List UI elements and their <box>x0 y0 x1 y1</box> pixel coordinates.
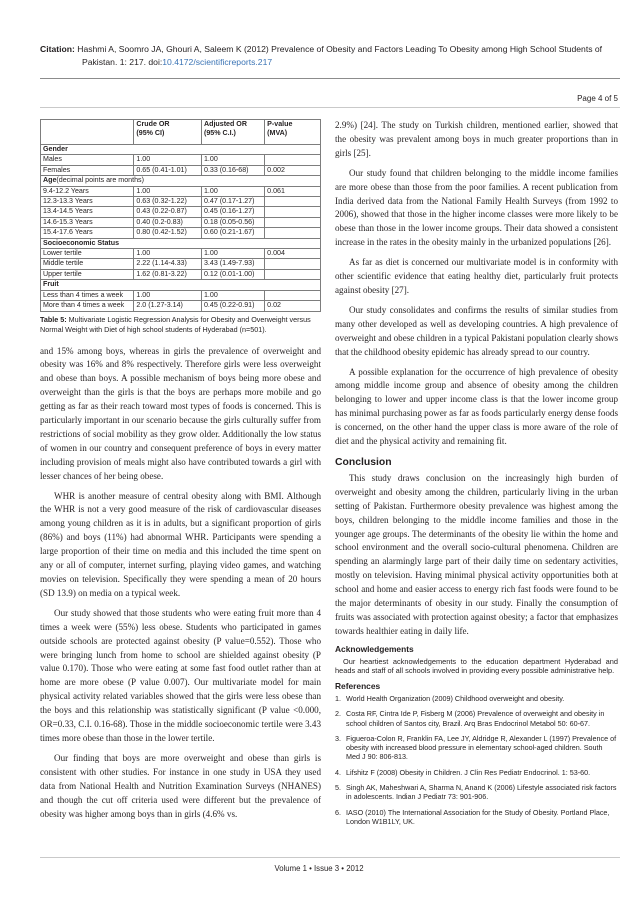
reference-text: IASO (2010) The International Association for the Study of Obesity. Portland Place, London W1B1LY, UK. <box>346 807 610 826</box>
table-section-row <box>41 145 321 155</box>
table-header-cell: Adjusted OR (95% C.I.) <box>201 120 264 145</box>
page-number: Page 4 of 5 <box>577 94 618 103</box>
reference-item <box>335 709 618 728</box>
reference-number: 6. <box>335 807 341 817</box>
table-cell: Middle tertile <box>41 259 134 269</box>
table-cell: 1.00 <box>201 249 264 259</box>
table-cell: 0.80 (0.42-1.52) <box>134 228 202 238</box>
table-cell <box>265 228 321 238</box>
reference-number: 2. <box>335 709 341 719</box>
table-header-row <box>41 120 321 145</box>
table-section-label <box>41 280 321 290</box>
table-caption-label: Table 5: <box>40 314 67 324</box>
section-title: Age <box>43 176 57 185</box>
table-section-label <box>41 145 321 155</box>
reference-item <box>335 694 618 703</box>
table-cell: 0.45 (0.22-0.91) <box>201 301 264 311</box>
table-cell <box>265 207 321 217</box>
table-row <box>41 217 321 227</box>
body-paragraph: Our study showed that those students who were eating fruit more than 4 times a week were (55%) less obese. Students who participated in games outside schools are protected against obesity (P value=0.552). Those who were bringing lunch from home to school are shielded against obesity (P value 0.170). Those who were eating at some fast food outlet rather than at home are more obese (P value 0.007). Our multivariate model for main physical activity related variables showed that the girls were less obese than the boys and this relationship was statistically significant (P value <0.000, OR=0.33, C.I. 0.16-68). Those in the middle socioeconomic tertile were 3.43 times more obese than those in the lower tertile. <box>40 607 321 743</box>
reference-number: 4. <box>335 767 341 777</box>
reference-text: World Health Organization (2009) Childhood overweight and obesity. <box>346 694 565 703</box>
table-cell: 0.002 <box>265 165 321 175</box>
header-divider <box>40 78 620 79</box>
footer: Volume 1 • Issue 3 • 2012 <box>274 864 364 873</box>
table-section-label <box>41 238 321 248</box>
section-title: Socioeconomic Status <box>43 238 120 247</box>
reference-item <box>335 734 618 762</box>
table-cell: 1.00 <box>134 186 202 196</box>
table-cell: 14.6-15.3 Years <box>41 217 134 227</box>
page-divider <box>40 107 620 108</box>
reference-text: Costa RF, Cintra Ide P, Fisberg M (2006) Prevalence of overweight and obesity in school children of Santos city, Brazil. Arq Bras Endocrinol Metabol 50: 60-67. <box>346 709 605 728</box>
reference-text: Lifshitz F (2008) Obesity in Children. J Clin Res Pediatr Endocrinol. 1: 53-60. <box>346 767 591 777</box>
table-cell: 13.4-14.5 Years <box>41 207 134 217</box>
table-cell: 0.47 (0.17-1.27) <box>201 197 264 207</box>
table-cell: 0.004 <box>265 249 321 259</box>
references-list <box>335 694 618 826</box>
citation-line2: Pakistan. 1: 217. doi: <box>82 57 163 67</box>
table-cell: 1.62 (0.81-3.22) <box>134 269 202 279</box>
table-cell: 0.60 (0.21-1.67) <box>201 228 264 238</box>
conclusion-heading: Conclusion <box>335 456 392 468</box>
references-heading: References <box>335 681 381 691</box>
section-title: Gender <box>43 145 68 153</box>
table-section-label <box>41 176 321 186</box>
conclusion-text: This study draws conclusion on the increasingly high burden of overweight and obesity among the children, particularly living in the urban setting of Pakistan. Furthermore obesity prevalence was highest among the boys, children belonging to the middle income families and those in the younger age groups. The determinants of the obesity lie within the home and school environment and the overall socio-cultural phenomena. Children are spending an alarmingly large part of their daily time on sedentary activities, mostly on television. Having minimal physical activity opportunities both at school and home and easier access to energy rich fast foods were found to be the major determinants of obesity in our study. Finally the consumption of fruits was associated with protection against obesity; a factor that emphasizes towards healthier eating in daily life. <box>335 472 618 636</box>
table-header-cell: P-value (MVA) <box>265 120 321 145</box>
table-cell <box>265 259 321 269</box>
table-cell: 2.22 (1.14-4.33) <box>134 259 202 269</box>
citation-text: Hashmi A, Soomro JA, Ghouri A, Saleem K (2012) Prevalence of Obesity and Factors Leading To Obesity among High School Students of <box>77 44 603 54</box>
table-cell: 0.65 (0.41-1.01) <box>134 165 202 175</box>
table-cell: 1.00 <box>201 186 264 196</box>
body-paragraph: and 15% among boys, whereas in girls the prevalence of overweight and obesity was 16% and 8% respectively. Therefore girls were less overweight and obese than boys. A possible mechanism of boys being more obese and overweight than the girls is that the boys are perhaps more mobile and go getting as far as their reach toward most types of foods is concerned. This is particularly important in our scenario because the girls culturally suffer from restrictions of social mobility as they grow older. Additionally the low status of women in our country and consequent preference of boys in every matter including provision of meals might also have contributed towards a girl with lesser chances of her being obese. <box>40 345 321 481</box>
body-paragraph: Our finding that boys are more overweight and obese than girls is consistent with other studies. For instance in one study in USA they used data from National Health and Nutrition Examination Surveys (NHANES) and though the cut off criteria used were different but the prevalence of obesity was higher among boys than in girls (4.6% vs. <box>40 752 321 819</box>
table-row <box>41 290 321 300</box>
reference-item <box>335 768 618 777</box>
acknowledgements-text: Our heartiest acknowledgements to the education department Hyderabad and heads and staff of all schools involved in providing every possible administrative help. <box>335 656 618 676</box>
section-note: (decimal points are months) <box>56 176 144 185</box>
citation <box>40 43 620 69</box>
table-row <box>41 269 321 279</box>
table-cell <box>265 155 321 165</box>
table-cell: 1.00 <box>201 155 264 165</box>
table-header-cell: Crude OR (95% CI) <box>134 120 202 145</box>
table-cell: 3.43 (1.49-7.93) <box>201 259 264 269</box>
table-section-row <box>41 238 321 248</box>
table-cell: 0.18 (0.05-0.56) <box>201 217 264 227</box>
table-cell: 0.40 (0.2-0.83) <box>134 217 202 227</box>
table-cell: Females <box>41 165 134 175</box>
table-section-row <box>41 176 321 186</box>
table-cell: Upper tertile <box>41 269 134 279</box>
table-cell: 12.3-13.3 Years <box>41 197 134 207</box>
table-row <box>41 249 321 259</box>
reference-number: 5. <box>335 783 341 793</box>
table-row <box>41 259 321 269</box>
left-column <box>40 119 321 821</box>
table-row <box>41 197 321 207</box>
table-caption-text: Multivariate Logistic Regression Analysis for Obesity and Overweight versus Normal Weight with Diet of high school students of Hyderabad (n=501). <box>40 314 311 334</box>
table-row <box>41 186 321 196</box>
body-paragraph: Our study consolidates and confirms the results of similar studies from many other developed as well as developing countries. A high prevalence of overweight and obese children in a typical Pakistani population clearly shows that the childhood obesity epidemic has already spread to our country. <box>335 304 618 357</box>
table-cell: 9.4-12.2 Years <box>41 186 134 196</box>
table-cell: 0.33 (0.16-68) <box>201 165 264 175</box>
body-paragraph: Our study found that children belonging to the middle income families are more obese than those from the poor families. A recent publication from India derived data from the National Family Health Surveys (from 1992 to 2006), showed that those in the higher income classes were more likely to be obese than those in the lower income groups. Their data showed a consistent increase in the rates in the obesity mainly in the urbanized populations [26]. <box>335 167 618 248</box>
table-cell: 1.00 <box>201 290 264 300</box>
table-caption <box>40 315 321 335</box>
body-paragraph: 2.9%) [24]. The study on Turkish children, mentioned earlier, showed that the obesity was prevalent among boys in much greater proportions than in girls [25]. <box>335 120 618 158</box>
table-cell: Lower tertile <box>41 249 134 259</box>
table-row <box>41 155 321 165</box>
table-cell: 0.45 (0.16-1.27) <box>201 207 264 217</box>
table-section-row <box>41 280 321 290</box>
table-cell: 15.4-17.6 Years <box>41 228 134 238</box>
reference-number: 3. <box>335 733 341 743</box>
table-cell: 1.00 <box>134 290 202 300</box>
reference-item <box>335 783 618 802</box>
reference-text: Singh AK, Maheshwari A, Sharma N, Anand K (2006) Lifestyle associated risk factors in adolescents. Indian J Pediatr 73: 901-906. <box>346 783 617 802</box>
table-cell: 0.63 (0.32-1.22) <box>134 197 202 207</box>
table-cell: 0.43 (0.22-0.87) <box>134 207 202 217</box>
reference-number: 1. <box>335 694 341 703</box>
reference-text: Figueroa-Colon R, Franklin FA, Lee JY, Aldridge R, Alexander L (1997) Prevalence of obesity with increased blood pressure in elementary school-aged children. South Med J 90: 806-813. <box>346 733 617 762</box>
table-cell <box>265 217 321 227</box>
table-cell: 1.00 <box>134 249 202 259</box>
table-header-cell <box>41 120 134 145</box>
table-cell <box>265 290 321 300</box>
reference-item <box>335 808 618 827</box>
table-cell: 1.00 <box>134 155 202 165</box>
table-cell: Males <box>41 155 134 165</box>
acknowledgements-heading: Acknowledgements <box>335 643 414 654</box>
table-cell: More than 4 times a week <box>41 301 134 311</box>
doi-link[interactable]: 10.4172/scientificreports.217 <box>162 57 273 67</box>
table-row <box>41 301 321 311</box>
right-column <box>335 119 618 832</box>
table-cell: 0.061 <box>265 186 321 196</box>
body-paragraph: WHR is another measure of central obesity along with BMI. Although the WHR is not a very good measure of the risk of cardiovascular diseases among young children as it is in adults, but a significant proportion of girls (86%) and boys (11%) had abnormal WHR. Participants were spending a large proportion of their time on media and this included the time spent on any or all of computer, internet surfing, playing video games, and watching movies on television. Specifically they were spending a mean of 20 hours (SD 13.9) on media on a typical week. <box>40 490 321 598</box>
body-paragraph: As far as diet is concerned our multivariate model is in conformity with other scientific evidence that eating healthy diet, particularly fruit protects against obesity [27]. <box>335 257 618 295</box>
citation-label: Citation: <box>40 44 75 54</box>
table-row <box>41 165 321 175</box>
footer-divider <box>40 857 620 858</box>
table-cell: Less than 4 times a week <box>41 290 134 300</box>
section-title: Fruit <box>43 280 59 289</box>
table-row <box>41 228 321 238</box>
body-paragraph: A possible explanation for the occurrence of high prevalence of obesity among middle income group and absence of obesity among the children belonging to lower and upper income class is that the lower income group has minimal purchasing power as far as foods particularly energy dense foods is concerned, on the other hand the upper class is more aware of the role of diet and the physical activity and remaining fit. <box>335 366 618 447</box>
table-cell: 0.12 (0.01-1.00) <box>201 269 264 279</box>
table-cell <box>265 197 321 207</box>
table-cell <box>265 269 321 279</box>
table-cell: 2.0 (1.27-3.14) <box>134 301 202 311</box>
table-row <box>41 207 321 217</box>
regression-table <box>40 119 321 312</box>
table-cell: 0.02 <box>265 301 321 311</box>
